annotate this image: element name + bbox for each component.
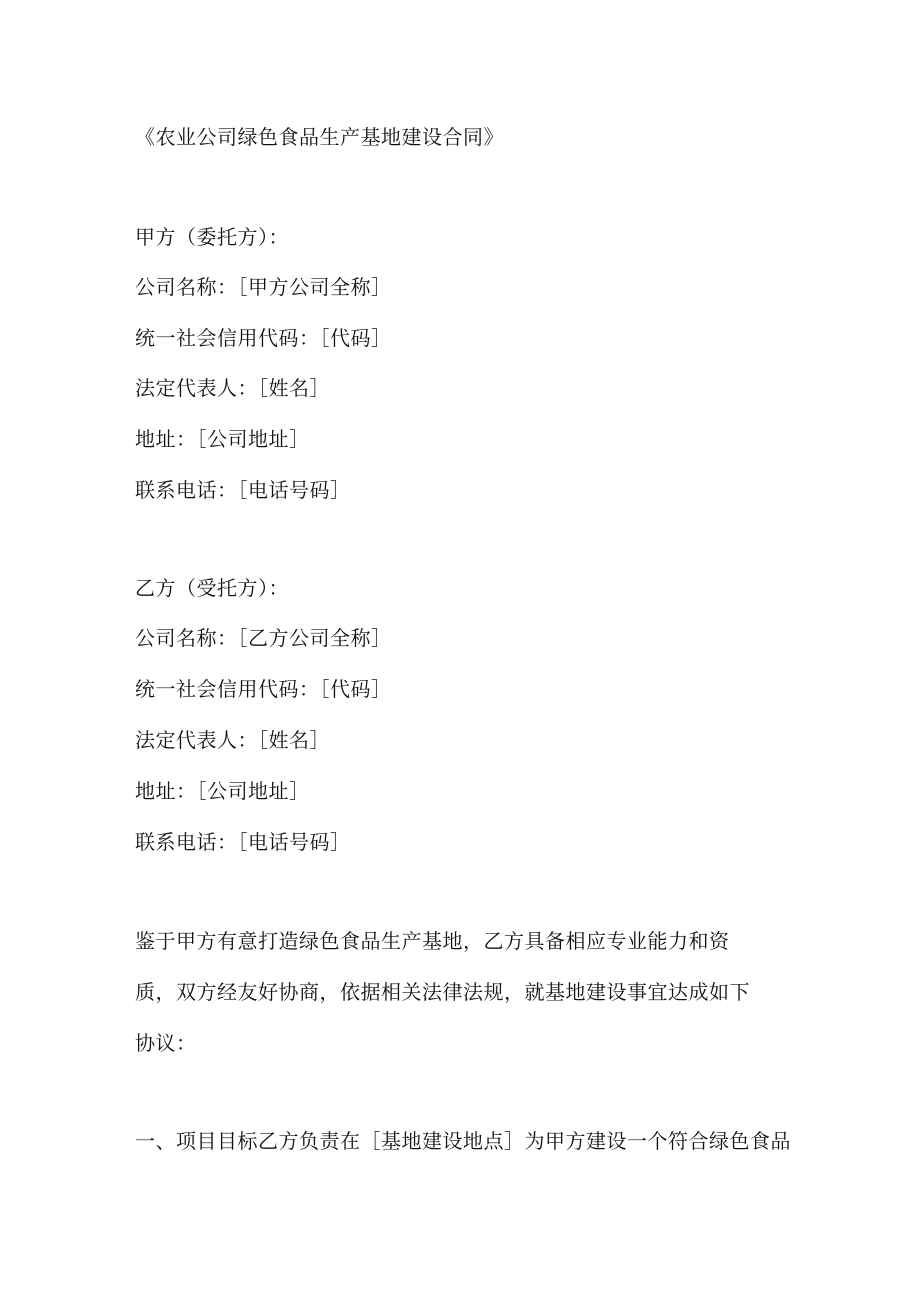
party-a-legal-rep: 法定代表人：［姓名］	[135, 376, 330, 400]
party-a-company-name: 公司名称：［甲方公司全称］	[135, 275, 392, 299]
party-a-phone: 联系电话：［电话号码］	[135, 478, 351, 502]
party-a-heading: 甲方（委托方）：	[135, 225, 289, 249]
party-b-heading: 乙方（受托方）：	[135, 576, 289, 600]
preamble-line: 鉴于甲方有意打造绿色食品生产基地，乙方具备相应专业能力和资	[135, 929, 730, 953]
party-b-credit-code: 统一社会信用代码：［代码］	[135, 677, 392, 701]
party-b-phone: 联系电话：［电话号码］	[135, 830, 351, 854]
preamble-line: 质，双方经友好协商，依据相关法律法规，就基地建设事宜达成如下	[135, 980, 750, 1004]
party-a-address: 地址：［公司地址］	[135, 427, 310, 451]
preamble-line: 协议：	[135, 1031, 197, 1055]
section-1-text: 一、项目目标乙方负责在［基地建设地点］为甲方建设一个符合绿色食品	[135, 1129, 791, 1153]
party-b-company-name: 公司名称：［乙方公司全称］	[135, 626, 392, 650]
party-a-credit-code: 统一社会信用代码：［代码］	[135, 326, 392, 350]
party-b-legal-rep: 法定代表人：［姓名］	[135, 728, 330, 752]
party-b-address: 地址：［公司地址］	[135, 779, 310, 803]
document-title: 《农业公司绿色食品生产基地建设合同》	[135, 125, 504, 149]
